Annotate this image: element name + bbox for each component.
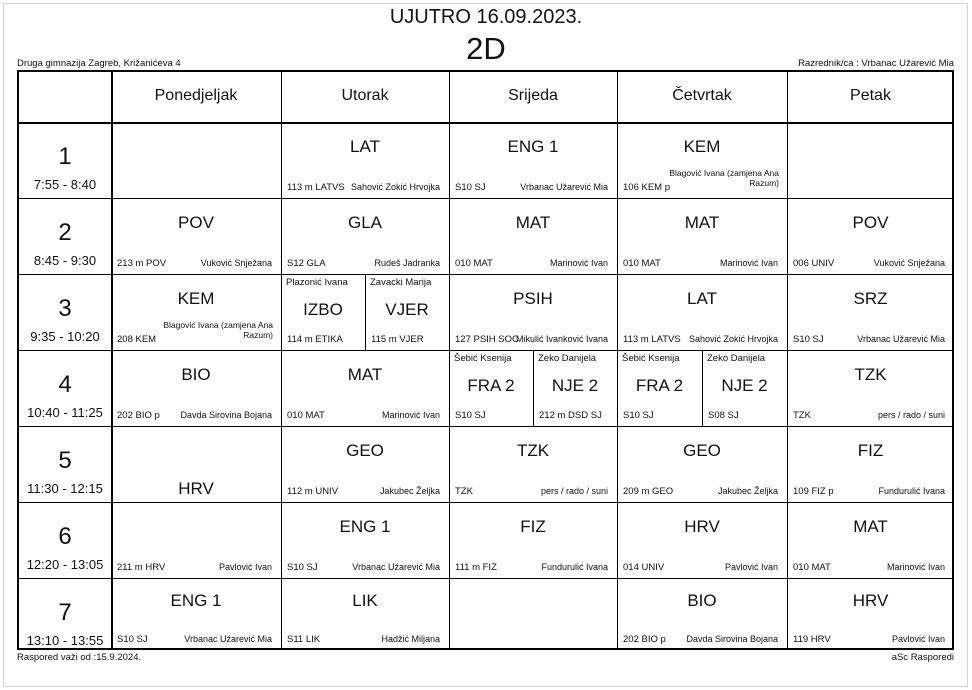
lesson-teacher: Vuković Snježana — [873, 258, 945, 268]
lesson-room: 213 m POV — [117, 258, 167, 269]
lesson-room: 113 m LATVS — [287, 182, 345, 193]
lesson-teacher: Zavacki Marija — [370, 277, 432, 288]
lesson-teacher: Vrbanac Užarević Mia — [857, 334, 945, 344]
lesson-room: 113 m LATVS — [623, 334, 681, 345]
lesson-room: S10 SJ — [793, 334, 824, 345]
lesson-subject: GEO — [346, 441, 384, 460]
lesson-subject: MAT — [347, 365, 383, 384]
day-header: Srijeda — [508, 87, 558, 104]
lesson-subject: VJER — [385, 300, 429, 319]
row-divider — [19, 274, 952, 275]
lesson-room: 010 MAT — [793, 562, 831, 573]
lesson-teacher: Marinović Ivan — [549, 258, 608, 268]
lesson-subject: GLA — [347, 213, 383, 232]
lesson-teacher: Zeko Danijela — [538, 353, 597, 364]
lesson-subject: FIZ — [520, 517, 546, 536]
lesson-teacher: Blagović Ivana (zamjena Ana Razum) — [163, 320, 273, 340]
lesson-teacher: pers / rado / suni — [540, 486, 608, 496]
lesson-subject: IZBO — [303, 300, 343, 319]
row-divider — [19, 350, 952, 351]
lesson-subject: FRA 2 — [467, 376, 515, 395]
period-time: 12:20 - 13:05 — [26, 557, 104, 572]
class-name-title: 2D — [466, 31, 506, 66]
lesson-room: S12 GLA — [287, 258, 326, 269]
lesson-subject: FIZ — [857, 441, 884, 460]
lesson-teacher: Fundurulić Ivana — [878, 486, 945, 496]
lesson-subject: NJE 2 — [721, 376, 768, 395]
lesson-teacher: Sahović Zokić Hrvojka — [688, 334, 778, 344]
row-divider — [19, 426, 952, 427]
lesson-teacher: Šebić Ksenija — [622, 353, 680, 364]
day-header: Četvrtak — [672, 87, 732, 104]
lesson-subject: MAT — [853, 517, 888, 536]
lesson-subject: HRV — [178, 479, 214, 498]
lesson-room: 010 MAT — [287, 410, 325, 421]
lesson-subject: BIO — [181, 365, 211, 384]
lesson-teacher: Jakubec Željka — [379, 486, 440, 496]
period-time: 7:55 - 8:40 — [33, 177, 97, 192]
lesson-room: S10 SJ — [455, 410, 486, 421]
day-header: Utorak — [341, 87, 389, 104]
lesson-teacher: Vrbanac Užarević Mia — [352, 562, 440, 572]
lesson-teacher: Pavlović Ivan — [218, 562, 272, 572]
lesson-teacher: Vuković Snježana — [200, 258, 272, 268]
lesson-subject: KEM — [177, 289, 215, 308]
merged-cell-mask — [19, 72, 187, 75]
lesson-teacher: Davda Sirovina Bojana — [686, 634, 778, 644]
lesson-teacher: Blagović Ivana (zamjena Ana Razum) — [669, 168, 779, 188]
period-time: 10:40 - 11:25 — [27, 405, 103, 420]
lesson-subject: POV — [852, 213, 889, 232]
lesson-teacher: Hadžić Miljana — [381, 634, 440, 644]
lesson-room: S10 SJ — [623, 410, 654, 421]
column-divider — [449, 72, 450, 648]
period-number: 1 — [58, 143, 72, 170]
lesson-subject: ENG 1 — [507, 137, 559, 156]
school-name: Druga gimnazija Zagreb, Križanićeva 4 — [17, 58, 181, 69]
lesson-subject: POV — [178, 213, 214, 232]
lesson-subject: LAT — [350, 137, 380, 156]
day-header: Ponedjeljak — [154, 87, 238, 104]
timetable-date-title: UJUTRO 16.09.2023. — [389, 6, 583, 28]
lesson-teacher: Sahović Zokić Hrvojka — [350, 182, 440, 192]
lesson-room: 014 UNIV — [623, 562, 665, 573]
lesson-teacher: Pavlović Ivan — [891, 634, 945, 644]
lesson-subject: MAT — [684, 213, 720, 232]
period-number: 6 — [58, 523, 72, 550]
row-divider — [19, 578, 952, 579]
class-teacher: Razrednik/ca : Vrbanac Užarević Mia — [798, 58, 954, 69]
lesson-room: 211 m HRV — [117, 562, 166, 573]
lesson-subject: ENG 1 — [339, 517, 391, 536]
lesson-subject: GEO — [683, 441, 721, 460]
lesson-room: TZK — [455, 486, 473, 497]
timetable-grid — [17, 70, 954, 650]
row-divider — [19, 502, 952, 503]
period-number: 3 — [58, 295, 72, 322]
lesson-room: 202 BIO p — [117, 410, 160, 421]
lesson-subject: HRV — [684, 517, 720, 536]
lesson-room: S08 SJ — [708, 410, 739, 421]
lesson-teacher: Davda Sirovina Bojana — [180, 410, 272, 420]
lesson-room: 208 KEM — [117, 334, 157, 345]
period-number: 4 — [58, 371, 72, 398]
lesson-teacher: Plazonić Ivana — [286, 277, 348, 288]
lesson-room: 106 KEM p — [623, 182, 670, 193]
period-number: 5 — [58, 447, 72, 474]
valid-from-note: Raspored važi od :15.9.2024. — [17, 652, 142, 663]
lesson-subject: TZK — [516, 441, 550, 460]
lesson-subject: ENG 1 — [170, 591, 222, 610]
period-time: 8:45 - 9:30 — [33, 253, 97, 268]
lesson-subject: BIO — [687, 591, 717, 610]
column-divider — [617, 72, 618, 648]
software-credit: aSc Rasporedi — [891, 652, 954, 663]
lesson-subject: FRA 2 — [635, 376, 684, 395]
lesson-room: 111 m FIZ — [455, 562, 497, 573]
lesson-teacher: Marinović Ivan — [381, 410, 440, 420]
header-divider — [19, 122, 952, 124]
lesson-subject: LAT — [687, 289, 717, 308]
lesson-room: TZK — [793, 410, 811, 421]
lesson-room: 115 m VJER — [371, 334, 424, 345]
lesson-teacher: Marinović Ivan — [719, 258, 778, 268]
lesson-subject: HRV — [852, 591, 889, 610]
lesson-subject: PSIH — [513, 289, 553, 308]
column-divider — [281, 72, 282, 648]
lesson-room: 109 FIZ p — [793, 486, 834, 497]
lesson-subject: LIK — [352, 591, 378, 610]
lesson-subject: NJE 2 — [551, 376, 599, 395]
lesson-teacher: Zeko Danijela — [707, 353, 766, 364]
lesson-room: 006 UNIV — [793, 258, 835, 269]
period-time: 13:10 - 13:55 — [26, 633, 104, 648]
lesson-room: S10 SJ — [455, 182, 486, 193]
lesson-teacher: Vrbanac Užarević Mia — [520, 182, 608, 192]
row-divider — [19, 198, 952, 199]
lesson-room: 209 m GEO — [623, 486, 674, 497]
lesson-room: 114 m ETIKA — [287, 334, 343, 345]
column-divider — [787, 72, 788, 648]
lesson-room: 127 PSIH SOC — [455, 334, 519, 345]
lesson-teacher: Marinović Ivan — [886, 562, 945, 572]
lesson-subject: TZK — [854, 365, 887, 384]
lesson-room: 119 HRV — [793, 634, 831, 645]
lesson-subject: SRZ — [853, 289, 888, 308]
lesson-teacher: Jakubec Željka — [717, 486, 778, 496]
lesson-room: S11 LIK — [287, 634, 321, 645]
lesson-room: S10 SJ — [287, 562, 318, 573]
lesson-room: 202 BIO p — [623, 634, 666, 645]
lesson-teacher: Rudeš Jadranka — [374, 258, 440, 268]
lesson-room: S10 SJ — [117, 634, 148, 645]
lesson-subject: MAT — [515, 213, 551, 232]
lesson-teacher: Fundurulić Ivana — [541, 562, 608, 572]
lesson-teacher: pers / rado / suni — [877, 410, 945, 420]
lesson-room: 010 MAT — [455, 258, 493, 269]
column-divider — [111, 72, 113, 648]
period-number: 7 — [58, 599, 72, 626]
lesson-room: 112 m UNIV — [287, 486, 339, 497]
lesson-teacher: Šebić Ksenija — [454, 353, 512, 364]
lesson-teacher: Pavlović Ivan — [724, 562, 778, 572]
lesson-subject: KEM — [683, 137, 721, 156]
lesson-room: 010 MAT — [623, 258, 661, 269]
period-time: 9:35 - 10:20 — [30, 329, 100, 344]
day-header: Petak — [850, 87, 891, 104]
period-number: 2 — [58, 219, 72, 246]
lesson-room: 212 m DSD SJ — [539, 410, 602, 421]
period-time: 11:30 - 12:15 — [27, 481, 103, 496]
lesson-teacher: Mikulić Ivanković Ivana — [515, 334, 608, 344]
lesson-teacher: Vrbanac Užarević Mia — [184, 634, 272, 644]
